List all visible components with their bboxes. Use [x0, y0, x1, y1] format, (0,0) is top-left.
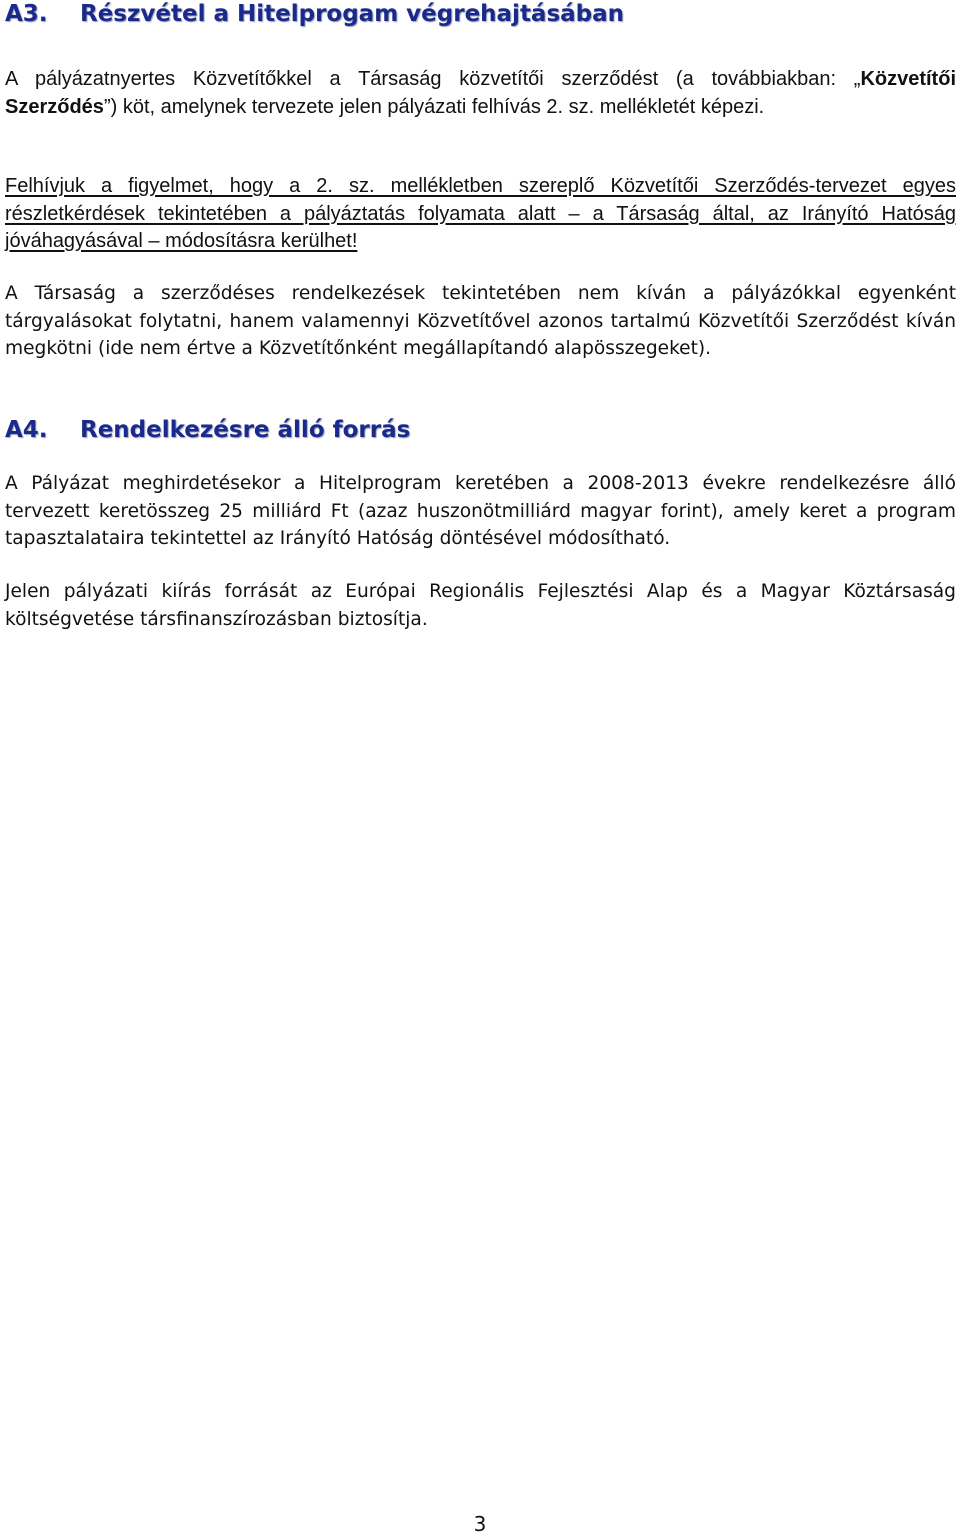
section-a3-title: Részvétel a Hitelprogam végrehajtásában [80, 1, 625, 27]
section-a4-title: Rendelkezésre álló forrás [80, 417, 411, 443]
paragraph-text: ”) köt, amelynek tervezete jelen pályázati felhívás 2. sz. mellékletét képezi. [103, 95, 765, 118]
paragraph-text: A pályázatnyertes Közvetítőkkel a Társaság közvetítői szerződést (a továbbiakban: „ [5, 68, 861, 90]
section-a4-paragraph-1: A Pályázat meghirdetésekor a Hitelprogram keretében a 2008-2013 évekre rendelkezésre álló tervezett keretösszeg 25 milliárd Ft (azaz huszonötmilliárd magyar forint), amely keret a program tapasztalataira tekintettel az Irányító Hatóság döntésével módosítható. [5, 473, 956, 549]
section-a3-number: A3. [5, 1, 48, 27]
section-a3-paragraph-2: Felhívjuk a figyelmet, hogy a 2. sz. mellékletben szereplő Közvetítői Szerződés-tervezet egyes részletkérdések tekintetében a pályáztatás folyamata alatt – a Társaság által, az Irányító Hatóság jóváhagyásával – módosításra kerülhet! [5, 175, 956, 252]
page-number: 3 [473, 1512, 487, 1536]
section-a4-heading [5, 416, 410, 444]
section-a4-number: A4. [5, 417, 48, 443]
section-a3-paragraph-1 [5, 66, 956, 121]
defined-term: Közvetítői Szerződés [5, 68, 956, 118]
section-a4-paragraph-2: Jelen pályázati kiírás forrását az Európai Regionális Fejlesztési Alap és a Magyar Köztársaság költségvetése társfinanszírozásban biztosítja. [5, 581, 956, 630]
section-a3-heading [5, 0, 624, 28]
section-a3-paragraph-3: A Társaság a szerződéses rendelkezések tekintetében nem kíván a pályázókkal egyenként tárgyalásokat folytatni, hanem valamennyi Közvetítővel azonos tartalmú Közvetítői Szerződést kíván megkötni (ide nem értve a Közvetítőnként megállapítandó alapösszegeket). [5, 283, 956, 359]
